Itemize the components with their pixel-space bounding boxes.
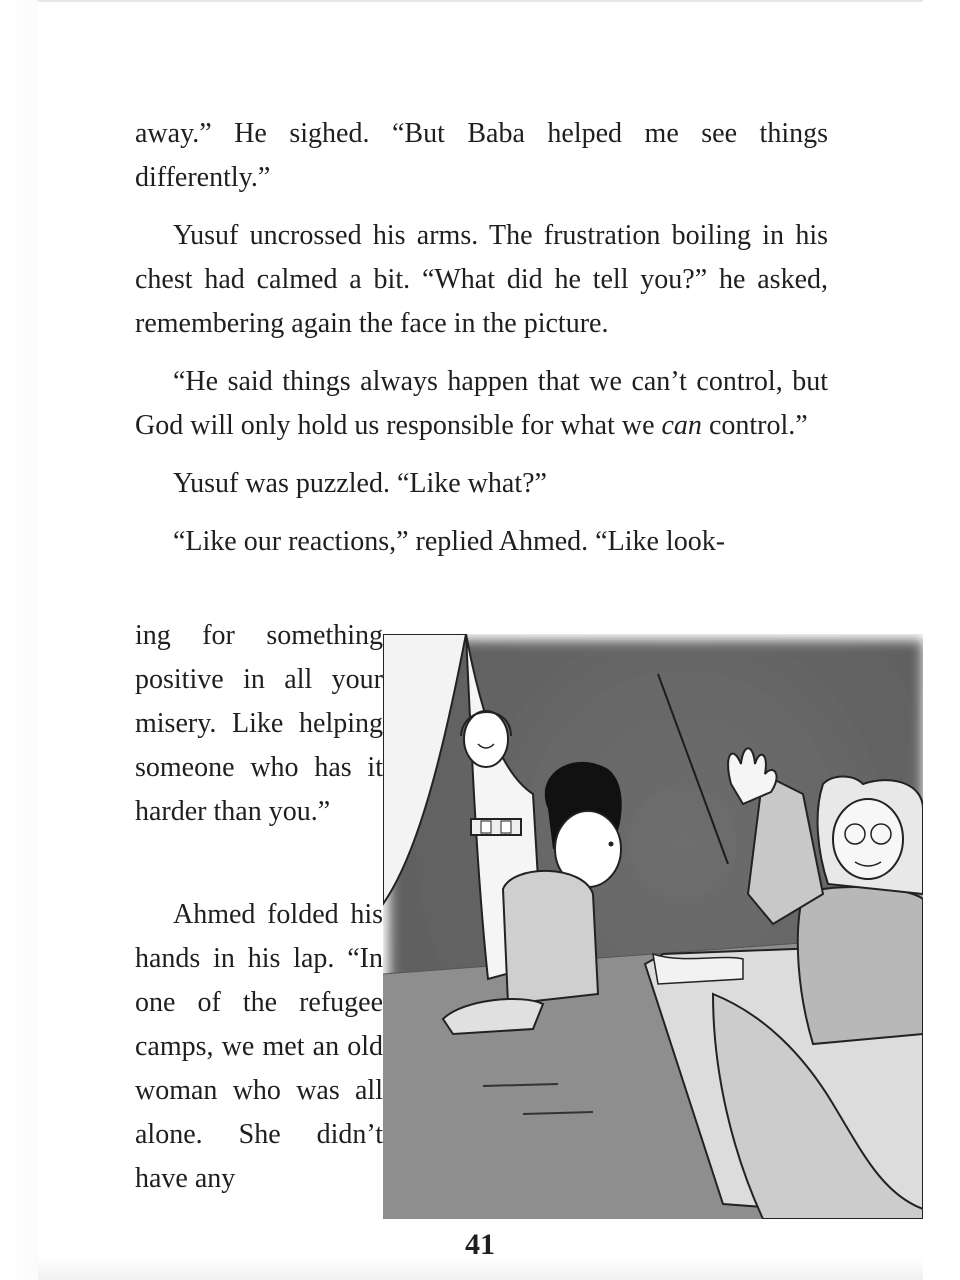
wrapped-paragraph-1: ing for something positive in all your misery. Like helping someone who has it harder than you.” xyxy=(135,620,383,827)
paragraph-1: away.” He sighed. “But Baba helped me see things differently.” xyxy=(135,118,828,193)
emphasis-can: can xyxy=(661,410,702,441)
wrapped-text-2 xyxy=(135,893,383,1201)
wrapped-paragraph-2: Ahmed folded his hands in his lap. “In one of the refugee camps, we met an old woman who was all alone. She didn’t have any xyxy=(135,899,383,1194)
paragraph-5: “Like our reactions,” replied Ahmed. “Like look- xyxy=(173,526,726,557)
paragraph-2: Yusuf uncrossed his arms. The frustration boiling in his chest had calmed a bit. “What did he tell you?” he asked, remembering again the face in the picture. xyxy=(135,220,828,339)
page-margin-right xyxy=(923,0,960,1280)
illustration-tent-scene xyxy=(383,634,923,1219)
paragraph-3 xyxy=(135,360,828,448)
wrapped-text-1 xyxy=(135,614,383,834)
paragraph-3-part-b: control.” xyxy=(701,410,808,441)
page-margin-left xyxy=(0,0,38,1280)
paragraph-4: Yusuf was puzzled. “Like what?” xyxy=(173,468,547,499)
paragraph-3-part-a: “He said things always happen that we can’t control, but God will only hold us responsible for what we xyxy=(135,366,828,441)
body-text xyxy=(135,112,828,564)
page-number: 41 xyxy=(465,1228,495,1261)
